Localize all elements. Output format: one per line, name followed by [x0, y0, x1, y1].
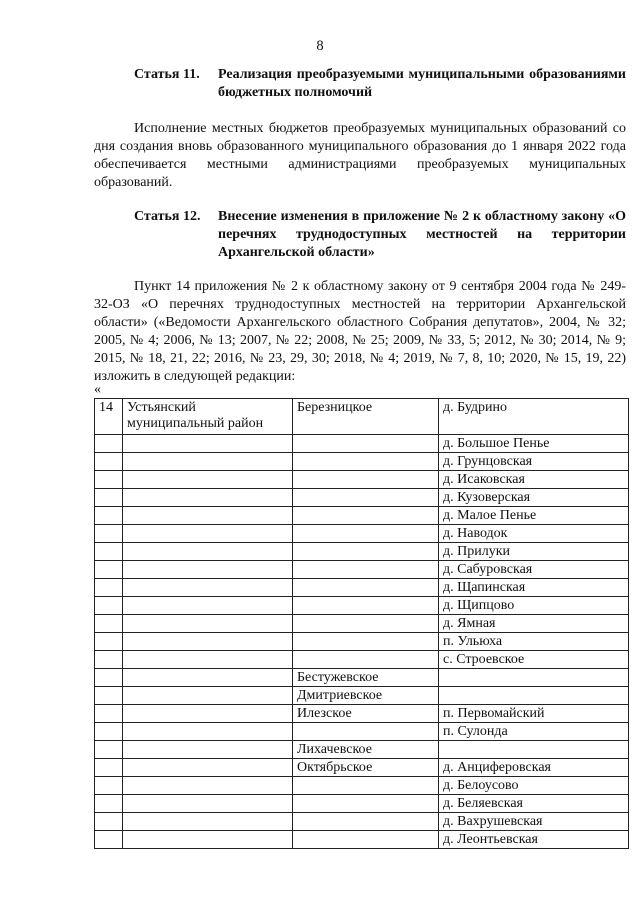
- cell-settlement: [293, 543, 439, 561]
- table-row: [95, 795, 629, 813]
- cell-settlement: Бестужевское: [293, 669, 439, 687]
- cell-locality: [439, 687, 629, 705]
- table-row: [95, 471, 629, 489]
- cell-num: [95, 507, 123, 525]
- table-row: [95, 759, 629, 777]
- cell-locality: п. Сулонда: [439, 723, 629, 741]
- cell-locality: [439, 669, 629, 687]
- table-row: [95, 615, 629, 633]
- table-row: [95, 669, 629, 687]
- cell-num: [95, 651, 123, 669]
- cell-settlement: [293, 633, 439, 651]
- cell-num: [95, 723, 123, 741]
- cell-settlement: [293, 831, 439, 849]
- cell-locality: д. Щипцово: [439, 597, 629, 615]
- article-11-text: Исполнение местных бюджетов преобразуемых муниципальных образований со дня создания вновь образованного муниципального образования до 1 января 2022 года обеспечивается местными администрациями преобразуемых муниципальных образований.: [94, 121, 626, 190]
- cell-district: [123, 633, 293, 651]
- cell-district: [123, 651, 293, 669]
- cell-locality: д. Большое Пенье: [439, 435, 629, 453]
- cell-num: 14: [95, 399, 123, 435]
- cell-settlement: Октябрьское: [293, 759, 439, 777]
- cell-num: [95, 759, 123, 777]
- cell-locality: д. Ямная: [439, 615, 629, 633]
- article-11-heading: [94, 66, 626, 102]
- cell-locality: д. Беляевская: [439, 795, 629, 813]
- cell-district: [123, 525, 293, 543]
- table-row: [95, 435, 629, 453]
- cell-locality: д. Грунцовская: [439, 453, 629, 471]
- cell-district: [123, 723, 293, 741]
- table-row: [95, 777, 629, 795]
- cell-num: [95, 597, 123, 615]
- cell-settlement: [293, 795, 439, 813]
- cell-settlement: [293, 435, 439, 453]
- table-row: [95, 543, 629, 561]
- cell-num: [95, 795, 123, 813]
- cell-settlement: [293, 723, 439, 741]
- cell-locality: д. Наводок: [439, 525, 629, 543]
- cell-district: [123, 489, 293, 507]
- cell-settlement: [293, 561, 439, 579]
- table-row: [95, 453, 629, 471]
- cell-settlement: [293, 813, 439, 831]
- article-12-title: Внесение изменения в приложение № 2 к областному закону «О перечнях труднодоступных местностей на территории Архангельской области»: [218, 209, 626, 260]
- cell-district: [123, 669, 293, 687]
- cell-district: [123, 705, 293, 723]
- article-11-title: Реализация преобразуемыми муниципальными образованиями бюджетных полномочий: [218, 67, 626, 100]
- table-row: [95, 651, 629, 669]
- table-row: [95, 813, 629, 831]
- cell-settlement: [293, 453, 439, 471]
- cell-district: [123, 795, 293, 813]
- cell-locality: д. Малое Пенье: [439, 507, 629, 525]
- cell-district: [123, 543, 293, 561]
- cell-district: [123, 435, 293, 453]
- cell-locality: п. Первомайский: [439, 705, 629, 723]
- table-row: [95, 489, 629, 507]
- cell-num: [95, 579, 123, 597]
- cell-settlement: Березницкое: [293, 399, 439, 435]
- cell-locality: п. Ульюха: [439, 633, 629, 651]
- table-row: [95, 507, 629, 525]
- cell-district: [123, 615, 293, 633]
- settlements-table: [94, 398, 629, 849]
- cell-district: [123, 831, 293, 849]
- cell-locality: д. Леонтьевская: [439, 831, 629, 849]
- table-row: [95, 831, 629, 849]
- cell-num: [95, 543, 123, 561]
- cell-district: [123, 813, 293, 831]
- cell-district: [123, 471, 293, 489]
- cell-settlement: [293, 579, 439, 597]
- cell-locality: д. Сабуровская: [439, 561, 629, 579]
- cell-settlement: [293, 615, 439, 633]
- cell-district: [123, 597, 293, 615]
- cell-locality: д. Исаковская: [439, 471, 629, 489]
- table-row: [95, 579, 629, 597]
- cell-num: [95, 561, 123, 579]
- cell-locality: д. Анциферовская: [439, 759, 629, 777]
- article-12-label: Статья 12.: [134, 209, 201, 224]
- table-row: [95, 525, 629, 543]
- cell-settlement: [293, 507, 439, 525]
- cell-district: [123, 579, 293, 597]
- table-row: [95, 633, 629, 651]
- cell-num: [95, 471, 123, 489]
- cell-district: [123, 759, 293, 777]
- cell-num: [95, 687, 123, 705]
- cell-locality: д. Белоусово: [439, 777, 629, 795]
- page-number: 8: [316, 38, 324, 54]
- table-row: [95, 597, 629, 615]
- cell-district: [123, 687, 293, 705]
- cell-settlement: [293, 777, 439, 795]
- cell-settlement: [293, 525, 439, 543]
- cell-num: [95, 525, 123, 543]
- cell-num: [95, 705, 123, 723]
- cell-district: [123, 777, 293, 795]
- cell-settlement: Илезское: [293, 705, 439, 723]
- cell-num: [95, 813, 123, 831]
- table-row: [95, 561, 629, 579]
- cell-settlement: [293, 471, 439, 489]
- cell-locality: [439, 741, 629, 759]
- open-quote: «: [94, 382, 101, 397]
- table-row: [95, 723, 629, 741]
- cell-settlement: [293, 597, 439, 615]
- cell-locality: д. Вахрушевская: [439, 813, 629, 831]
- cell-num: [95, 633, 123, 651]
- cell-settlement: [293, 651, 439, 669]
- article-11-label: Статья 11.: [134, 67, 200, 82]
- cell-num: [95, 453, 123, 471]
- cell-locality: д. Щапинская: [439, 579, 629, 597]
- cell-district: [123, 453, 293, 471]
- cell-district: Устьянский муниципальный район: [123, 399, 293, 435]
- cell-num: [95, 831, 123, 849]
- cell-district: [123, 741, 293, 759]
- article-12-text: Пункт 14 приложения № 2 к областному закону от 9 сентября 2004 года № 249-32-ОЗ «О перечнях труднодоступных местностей на территории Архангельской области» («Ведомости Архангельского областного Собрания депутатов», 2004, № 32; 2005, № 4; 2006, № 13; 2007, № 22; 2008, № 25; 2009, № 33, 5; 2012, № 30; 2014, № 9; 2015, № 18, 21, 22; 2016, № 23, 29, 30; 2018, № 4; 2019, № 7, 8, 10; 2020, № 15, 19, 22) изложить в следующей редакции:: [94, 279, 626, 384]
- table-row: [95, 399, 629, 435]
- cell-num: [95, 489, 123, 507]
- cell-locality: д. Прилуки: [439, 543, 629, 561]
- cell-settlement: Лихачевское: [293, 741, 439, 759]
- cell-num: [95, 669, 123, 687]
- table-row: [95, 705, 629, 723]
- cell-district: [123, 561, 293, 579]
- cell-district: [123, 507, 293, 525]
- cell-num: [95, 741, 123, 759]
- cell-settlement: Дмитриевское: [293, 687, 439, 705]
- cell-locality: д. Кузоверская: [439, 489, 629, 507]
- article-12-heading: [94, 208, 626, 262]
- cell-locality: с. Строевское: [439, 651, 629, 669]
- cell-num: [95, 615, 123, 633]
- table-row: [95, 687, 629, 705]
- cell-settlement: [293, 489, 439, 507]
- cell-num: [95, 435, 123, 453]
- table-row: [95, 741, 629, 759]
- cell-locality: д. Будрино: [439, 399, 629, 435]
- cell-num: [95, 777, 123, 795]
